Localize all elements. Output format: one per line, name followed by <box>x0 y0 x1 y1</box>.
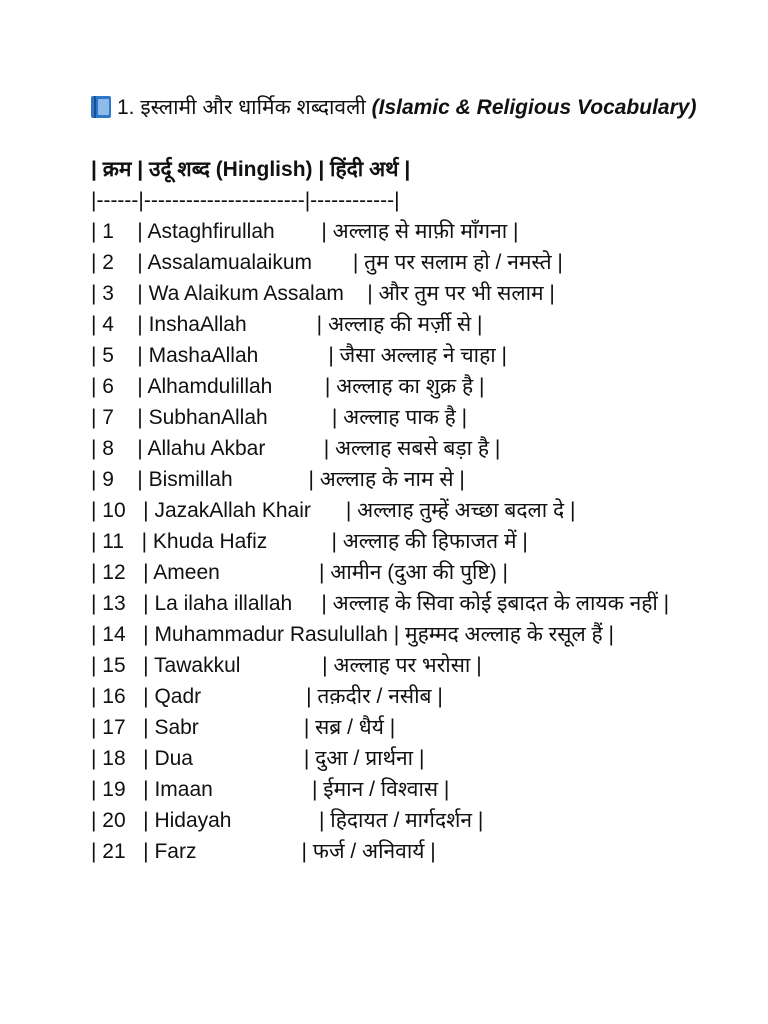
table-separator-line: |------|-----------------------|------------| <box>91 189 400 212</box>
table-row: | 1 | Astaghfirullah | अल्लाह से माफ़ी माँगना | <box>91 220 519 243</box>
section-heading <box>91 92 731 123</box>
heading-english: (Islamic & Religious Vocabulary) <box>371 96 697 119</box>
table-row: | 5 | MashaAllah | जैसा अल्लाह ने चाहा | <box>91 344 507 367</box>
table-row: | 19 | Imaan | ईमान / विश्वास | <box>91 778 450 801</box>
table-row: | 3 | Wa Alaikum Assalam | और तुम पर भी सलाम | <box>91 282 555 305</box>
heading-hindi: 1. इस्लामी और धार्मिक शब्दावली <box>117 96 366 119</box>
table-row: | 13 | La ilaha illallah | अल्लाह के सिवा कोई इबादत के लायक नहीं | <box>91 592 670 615</box>
table-row: | 15 | Tawakkul | अल्लाह पर भरोसा | <box>91 654 482 677</box>
table-row: | 21 | Farz | फर्ज / अनिवार्य | <box>91 840 436 863</box>
blue-book-icon <box>91 96 111 118</box>
table-row: | 18 | Dua | दुआ / प्रार्थना | <box>91 747 425 770</box>
table-row: | 4 | InshaAllah | अल्लाह की मर्ज़ी से | <box>91 313 483 336</box>
table-row: | 20 | Hidayah | हिदायत / मार्गदर्शन | <box>91 809 484 832</box>
blank-line <box>91 123 731 154</box>
table-row: | 10 | JazakAllah Khair | अल्लाह तुम्हें अच्छा बदला दे | <box>91 499 576 522</box>
table-row: | 8 | Allahu Akbar | अल्लाह सबसे बड़ा है | <box>91 437 501 460</box>
table-row: | 11 | Khuda Hafiz | अल्लाह की हिफाजत में | <box>91 530 528 553</box>
table-row: | 7 | SubhanAllah | अल्लाह पाक है | <box>91 406 468 429</box>
table-row: | 17 | Sabr | सब्र / धैर्य | <box>91 716 396 739</box>
table-row: | 2 | Assalamualaikum | तुम पर सलाम हो / नमस्ते | <box>91 251 563 274</box>
document-page <box>91 92 731 867</box>
table-header-line: | क्रम | उर्दू शब्द (Hinglish) | हिंदी अर्थ | <box>91 158 411 181</box>
table-row: | 12 | Ameen | आमीन (दुआ की पुष्टि) | <box>91 561 508 584</box>
table-rows <box>91 216 731 867</box>
table-row: | 14 | Muhammadur Rasulullah | मुहम्मद अल्लाह के रसूल हैं | <box>91 623 614 646</box>
table-row: | 16 | Qadr | तक़दीर / नसीब | <box>91 685 443 708</box>
table-row: | 6 | Alhamdulillah | अल्लाह का शुक्र है | <box>91 375 485 398</box>
table-row: | 9 | Bismillah | अल्लाह के नाम से | <box>91 468 465 491</box>
